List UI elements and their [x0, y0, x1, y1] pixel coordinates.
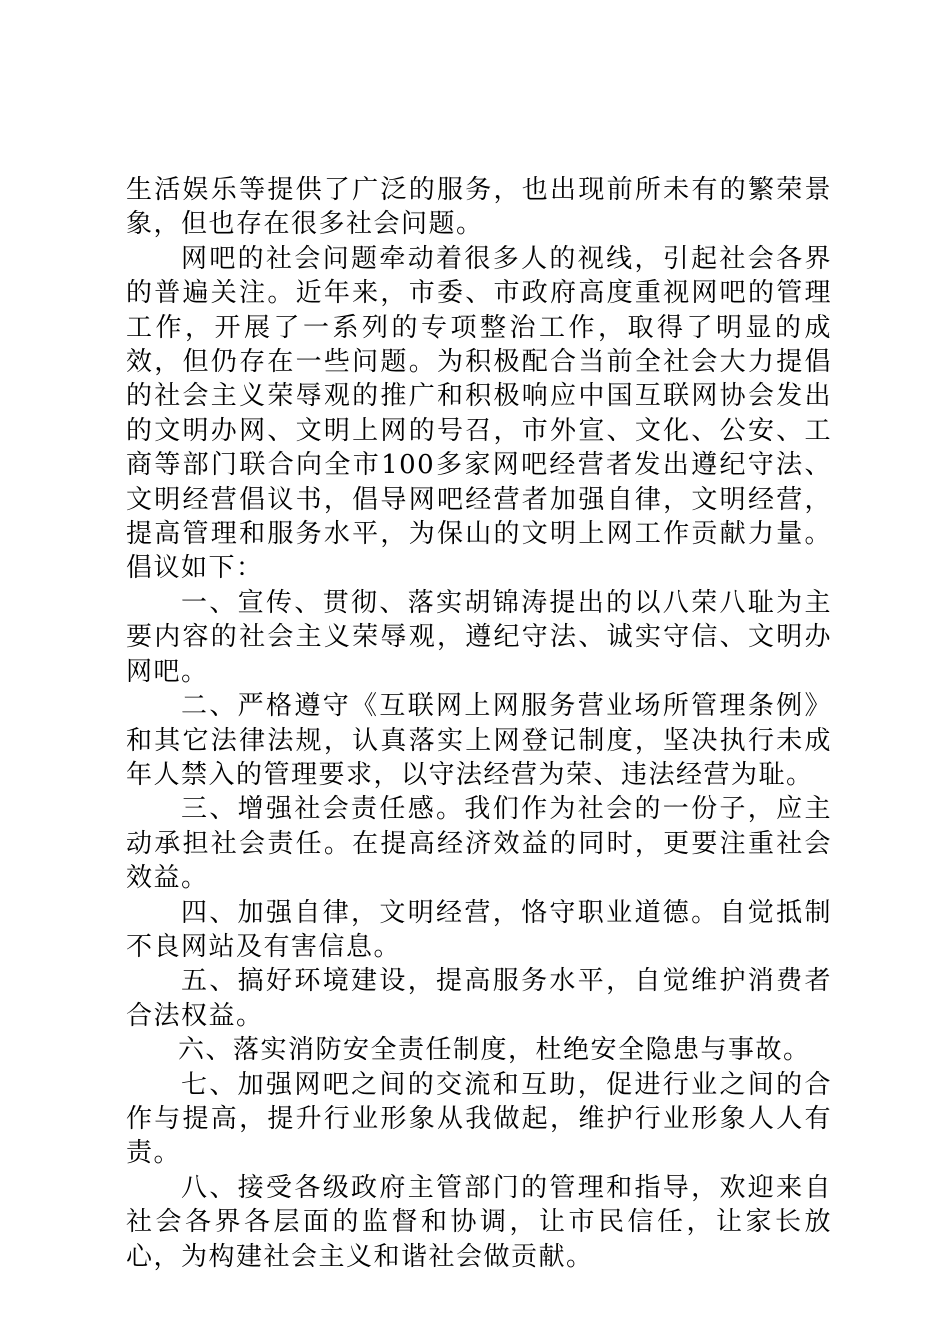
paragraph-item-5: 五、搞好环境建设，提高服务水平，自觉维护消费者合法权益。 — [126, 966, 832, 1031]
paragraph-intro-continuation: 生活娱乐等提供了广泛的服务，也出现前所未有的繁荣景象，但也存在很多社会问题。 — [126, 175, 832, 240]
paragraph-item-2: 二、严格遵守《互联网上网服务营业场所管理条例》和其它法律法规，认真落实上网登记制度，坚决执行未成年人禁入的管理要求，以守法经营为荣、违法经营为耻。 — [126, 691, 832, 790]
paragraph-item-1: 一、宣传、贯彻、落实胡锦涛提出的以八荣八耻为主要内容的社会主义荣辱观，遵纪守法、诚实守信、文明办网吧。 — [126, 587, 832, 687]
document-body — [126, 173, 832, 1274]
paragraph-item-8: 八、接受各级政府主管部门的管理和指导，欢迎来自社会各界各层面的监督和协调，让市民信任，让家长放心，为构建社会主义和谐社会做贡献。 — [126, 1172, 832, 1272]
paragraph-item-7: 七、加强网吧之间的交流和互助，促进行业之间的合作与提高，提升行业形象从我做起，维护行业形象人人有责。 — [126, 1069, 832, 1169]
paragraph-item-6: 六、落实消防安全责任制度，杜绝安全隐患与事故。 — [178, 1035, 811, 1066]
paragraph-item-4: 四、加强自律，文明经营，恪守职业道德。自觉抵制不良网站及有害信息。 — [126, 897, 832, 962]
paragraph-item-3: 三、增强社会责任感。我们作为社会的一份子，应主动承担社会责任。在提高经济效益的同时，更要注重社会效益。 — [126, 794, 832, 894]
paragraph-background: 网吧的社会问题牵动着很多人的视线，引起社会各界的普遍关注。近年来，市委、市政府高度重视网吧的管理工作，开展了一系列的专项整治工作，取得了明显的成效，但仍存在一些问题。为积极配合当前全社会大力提倡的社会主义荣辱观的推广和积极响应中国互联网协会发出的文明办网、文明上网的号召，市外宣、文化、公安、工商等部门联合向全市100多家网吧经营者发出遵纪守法、文明经营倡议书，倡导网吧经营者加强自律，文明经营，提高管理和服务水平，为保山的文明上网工作贡献力量。倡议如下： — [126, 243, 832, 584]
